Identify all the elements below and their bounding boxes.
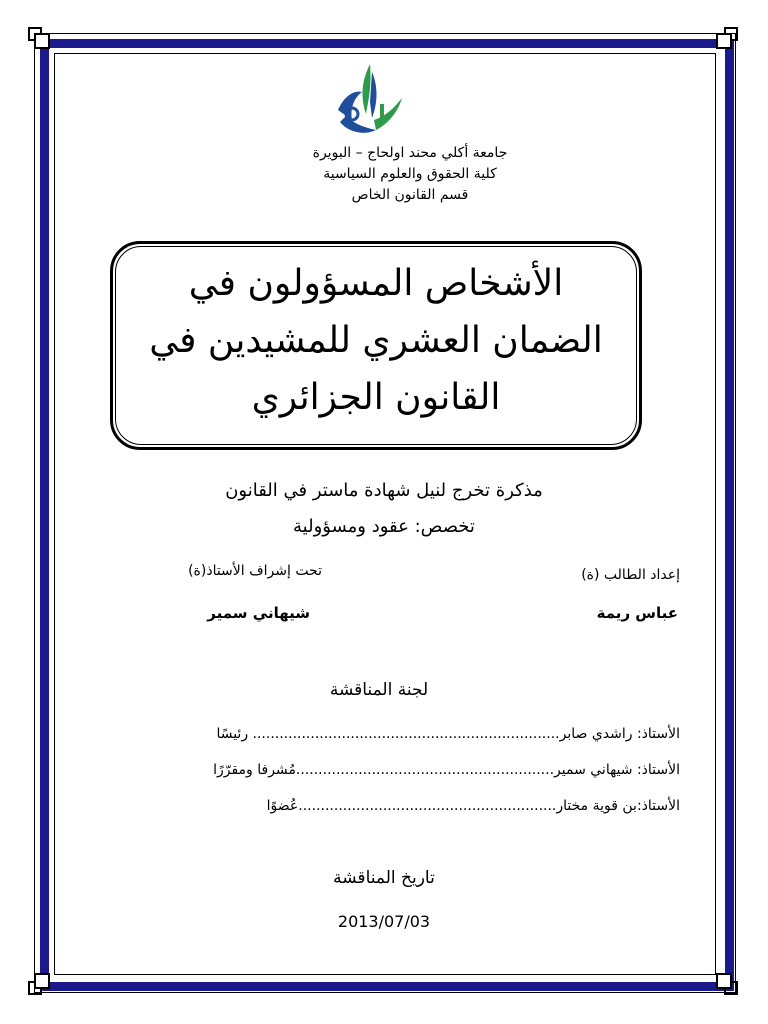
jury-list bbox=[120, 720, 680, 828]
corner-ornament-icon bbox=[716, 973, 738, 995]
corner-ornament-icon bbox=[716, 27, 738, 49]
supervisor-name: شيهاني سمير bbox=[207, 604, 310, 622]
corner-ornament-icon bbox=[28, 27, 50, 49]
department-name: قسم القانون الخاص bbox=[351, 187, 469, 203]
title-line: الأشخاص المسؤولون في bbox=[188, 263, 564, 304]
supervisor-label: تحت إشراف الأستاذ(ة) bbox=[188, 563, 322, 579]
title-line: القانون الجزائري bbox=[251, 377, 501, 418]
university-logo-icon bbox=[332, 62, 406, 140]
institution-header bbox=[160, 143, 660, 206]
corner-ornament-icon bbox=[28, 973, 50, 995]
thesis-description bbox=[120, 473, 648, 545]
university-name: جامعة أكلي محند اولحاج – البويرة bbox=[312, 145, 508, 161]
specialty-text: تخصص: عقود ومسؤولية bbox=[293, 516, 475, 537]
jury-member: الأستاذ:بن قوية مختار..........................................................عُضوًا bbox=[266, 798, 680, 814]
title-line: الضمان العشري للمشيدين في bbox=[149, 320, 603, 361]
defense-date-label: تاريخ المناقشة bbox=[333, 868, 435, 888]
thesis-title bbox=[120, 255, 632, 426]
jury-member: الأستاذ: راشدي صابر..................................................................... رئيسًا bbox=[216, 726, 680, 742]
jury-title: لجنة المناقشة bbox=[329, 680, 429, 700]
student-name: عباس ريمة bbox=[596, 604, 678, 622]
faculty-name: كلية الحقوق والعلوم السياسية bbox=[323, 166, 497, 182]
defense-date-value: 2013/07/03 bbox=[337, 912, 431, 931]
degree-text: مذكرة تخرج لنيل شهادة ماستر في القانون bbox=[225, 480, 543, 501]
prepared-by-label: إعداد الطالب (ة) bbox=[581, 567, 680, 583]
jury-member: الأستاذ: شيهاني سمير..........................................................مُشرفا ومقرّرًا bbox=[213, 762, 680, 778]
